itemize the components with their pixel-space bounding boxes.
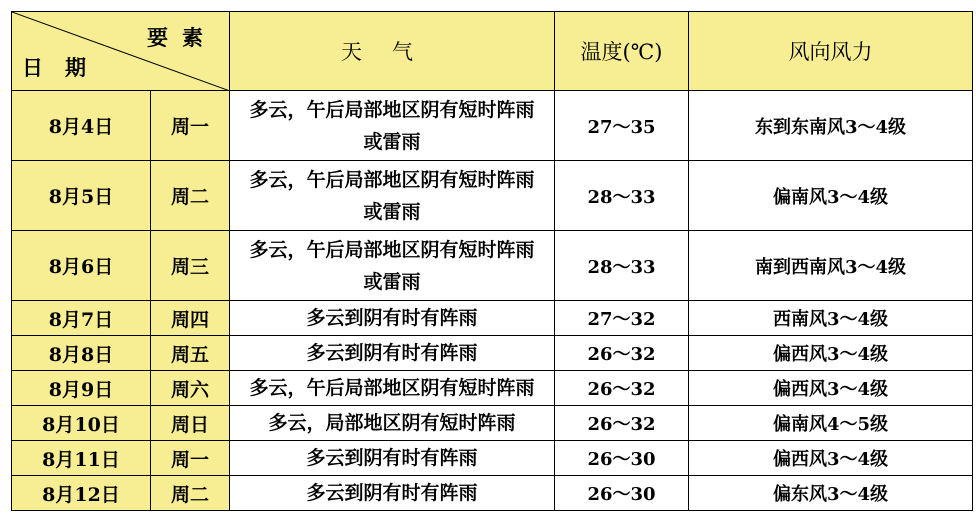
- wind-cell: 偏西风3～4级: [689, 441, 973, 476]
- weekday-cell: 周日: [151, 406, 230, 441]
- weekday-cell: 周二: [151, 476, 230, 511]
- weather-cell: [230, 231, 555, 301]
- table-header-row: [12, 12, 973, 91]
- wind-column-header: 风向风力: [689, 12, 973, 91]
- temperature-cell: 26～32: [555, 406, 689, 441]
- date-cell: 8月5日: [12, 161, 151, 231]
- temperature-cell: 26～30: [555, 476, 689, 511]
- wind-cell: 偏南风4～5级: [689, 406, 973, 441]
- weather-cell: [230, 91, 555, 161]
- date-cell: 8月7日: [12, 301, 151, 336]
- date-cell: 8月10日: [12, 406, 151, 441]
- weekday-cell: 周六: [151, 371, 230, 406]
- weekday-cell: 周四: [151, 301, 230, 336]
- table-row: [12, 301, 973, 336]
- weekday-cell: 周二: [151, 161, 230, 231]
- weather-text-line1: 多云，午后局部地区阴有短时阵雨: [249, 168, 535, 191]
- weekday-cell: 周一: [151, 91, 230, 161]
- table-row: [12, 161, 973, 231]
- weather-forecast-table: [11, 11, 973, 511]
- wind-cell: 南到西南风3～4级: [689, 231, 973, 301]
- date-cell: 8月4日: [12, 91, 151, 161]
- weather-column-header: 天气: [230, 12, 555, 91]
- weekday-cell: 周五: [151, 336, 230, 371]
- table-row: [12, 91, 973, 161]
- weather-cell: 多云，午后局部地区阴有短时阵雨: [230, 371, 555, 406]
- table-row: [12, 231, 973, 301]
- temperature-cell: 26～30: [555, 441, 689, 476]
- temperature-column-header: 温度(℃): [555, 12, 689, 91]
- corner-header-cell: [12, 12, 230, 91]
- weather-text-line1: 多云，午后局部地区阴有短时阵雨: [249, 238, 535, 261]
- table-row: [12, 336, 973, 371]
- weather-cell: 多云到阴有时有阵雨: [230, 441, 555, 476]
- wind-cell: 东到东南风3～4级: [689, 91, 973, 161]
- date-cell: 8月12日: [12, 476, 151, 511]
- wind-cell: 偏西风3～4级: [689, 371, 973, 406]
- weather-text-line1: 多云，午后局部地区阴有短时阵雨: [249, 98, 535, 121]
- weekday-cell: 周一: [151, 441, 230, 476]
- weather-cell: 多云，局部地区阴有短时阵雨: [230, 406, 555, 441]
- wind-cell: 偏东风3～4级: [689, 476, 973, 511]
- table-row: [12, 371, 973, 406]
- date-cell: 8月8日: [12, 336, 151, 371]
- weekday-cell: 周三: [151, 231, 230, 301]
- weather-cell: 多云到阴有时有阵雨: [230, 476, 555, 511]
- weather-text-line2: 或雷雨: [363, 270, 421, 293]
- temperature-cell: 28～33: [555, 161, 689, 231]
- temperature-cell: 26～32: [555, 371, 689, 406]
- corner-header-top-label: 要素: [147, 25, 217, 50]
- wind-cell: 偏南风3～4级: [689, 161, 973, 231]
- date-cell: 8月11日: [12, 441, 151, 476]
- weather-text-line2: 或雷雨: [363, 130, 421, 153]
- table-row: [12, 441, 973, 476]
- weather-cell: 多云到阴有时有阵雨: [230, 301, 555, 336]
- table-row: [12, 476, 973, 511]
- wind-cell: 西南风3～4级: [689, 301, 973, 336]
- temperature-cell: 28～33: [555, 231, 689, 301]
- temperature-cell: 27～32: [555, 301, 689, 336]
- temperature-cell: 26～32: [555, 336, 689, 371]
- corner-header-bottom-label: 日期: [22, 55, 108, 80]
- date-cell: 8月9日: [12, 371, 151, 406]
- weather-text-line2: 或雷雨: [363, 200, 421, 223]
- wind-cell: 偏西风3～4级: [689, 336, 973, 371]
- weather-cell: [230, 161, 555, 231]
- table-row: [12, 406, 973, 441]
- date-cell: 8月6日: [12, 231, 151, 301]
- temperature-cell: 27～35: [555, 91, 689, 161]
- weather-cell: 多云到阴有时有阵雨: [230, 336, 555, 371]
